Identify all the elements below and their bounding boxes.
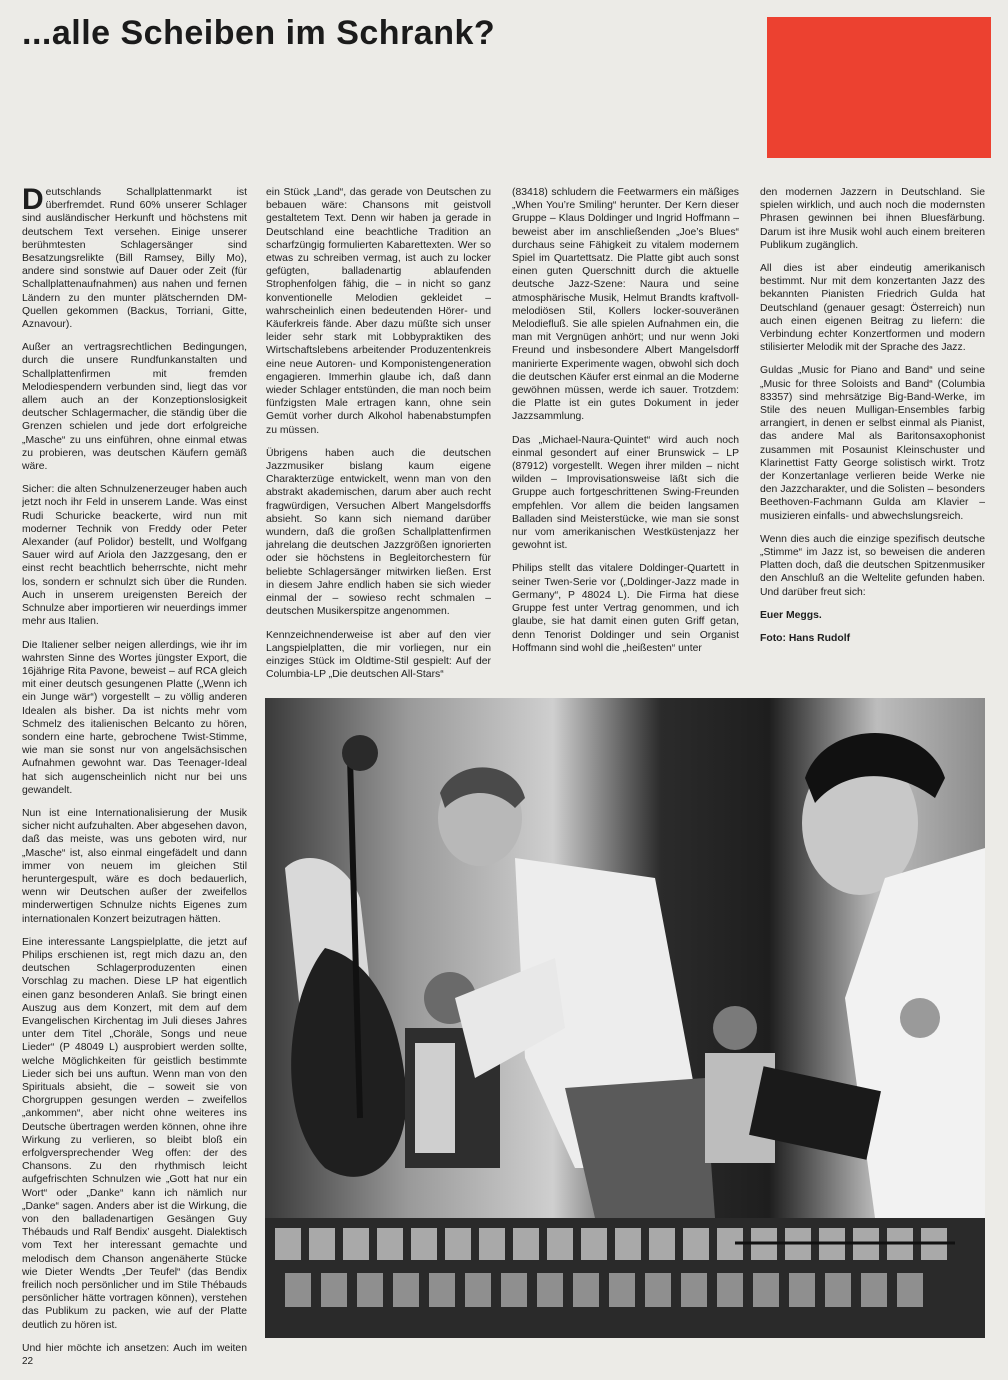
text-column-3 <box>512 186 739 686</box>
paragraph: (83418) schludern die Feetwarmers ein mäßiges „When You’re Smiling“ herunter. Der Kern dieser Gruppe – Klaus Doldinger und Ingrid Hoffmann – beweist aber im anschließenden „Joe’s Blues“ durchaus seine Fähigkeit zu vitalem modernem Spiel im Quartettsatz. Die Platte gibt auch sonst einen guten Querschnitt durch die aktuelle deutsche Jazz-Szene: Naura und seine atmosphärische Musik, Helmut Brandts kraftvoll-melodiösen Stil, Kollers locker-souveränen Melodiefluß. Sie alle spielen Aufnahmen ein, die man mit Vergnügen anhört; und nur wenn Joki Freund und insbesondere Albert Mangelsdorff manirierte Experimente wagen, obwohl sich doch die deutschen Käufer erst einmal an die Moderne gewöhnen müssen, werde ich sauer. Trotzdem: die Platte ist ein gutes Dokument in jeder Jazzsammlung. <box>512 187 739 423</box>
red-color-block <box>767 17 991 158</box>
paragraph: Und hier möchte ich ansetzen: Auch im weiten <box>22 1342 247 1354</box>
paragraph: Nun ist eine Internationalisierung der Musik sicher nicht aufzuhalten. Aber abgesehen davon, daß das meiste, was uns geboten wird, nur „Masche“ ist, also einmal eingefädelt und dann immer von neuem im gleichen Stil heruntergespult, wäre es doch bedauerlich, wenn wir Deutschen außer der zweifellos minderwertigen Schnulze nichts Eigenes zum internationalen Konzert beizutragen hätten. <box>22 807 247 925</box>
paragraph-text: eutschlands Schallplattenmarkt ist überfremdet. Rund 60% unserer Schlager sind ausländischer Herkunft und höchstens mit deutschem Text versehen. Einige unserer berühmtesten Schlagersänger sind Besatzungsrelikte (Bill Ramsey, Billy Mo), andere sind sonstwie auf Dauer oder Zeit (für Schallplattenaufnahmen) aus nahen und fernen Ländern zu den munter plätschernden DM-Quellen gekommen (Backus, Torriani, Gitte, Aznavour). <box>22 187 247 331</box>
text-column-2 <box>266 186 491 686</box>
photo-credit: Foto: Hans Rudolf <box>760 633 851 645</box>
text-column-4 <box>760 186 985 686</box>
paragraph: ein Stück „Land“, das gerade von Deutschen zu bebauen wäre: Chansons mit geistvoll gestaltetem Text. Denn wir haben ja gerade in Deutschland eine beachtliche Tradition an scharfzüngig formulierten Kabarettexten. Wer so etwas zu schreiben vermag, ist auch zu locker gefügten, balladenartig ablaufenden Strophenfolgen fähig, die – in nicht so ganz konventionelle Melodien gekleidet – wahrscheinlich einen bedeutenden Hörer- und Käuferkreis fände. Aber dazu müßte sich unser leider sehr stark mit Lobbypraktiken des Wirtschaftslebens arbeitender Produzentenkreis eine neue Autoren- und Komponistengeneration engagieren. Immerhin glaube ich, daß dann wieder Schlager entstünden, die man noch beim fünfzigsten Male ertragen kann, ohne sein Gemüt vorher durch Alkohol habenabstumpfen zu müssen. <box>266 187 491 436</box>
paragraph: All dies ist aber eindeutig amerikanisch bestimmt. Nur mit dem konzertanten Jazz des bekannten Pianisten Friedrich Gulda hat Deutschland (genauer gesagt: Österreich) nun auch einen eigenen Beitrag zu liefern: die Verbindung echter Konzertformen und modern stilisierter Melodik mit der Sprache des Jazz. <box>760 263 985 354</box>
paragraph: Wenn dies auch die einzige spezifisch deutsche „Stimme“ im Jazz ist, so beweisen die anderen Platten doch, daß die deutschen Spitzenmusiker den Anschluß an die Weltelite gefunden haben. Und darüber freut sich: <box>760 533 985 598</box>
paragraph <box>22 186 247 331</box>
band-photo-illustration <box>265 698 985 1338</box>
paragraph: den modernen Jazzern in Deutschland. Sie spielen wirklich, und auch noch die modernsten Phrasen gewinnen bei ihnen Bluesfärbung. Darum ist ihre Musik wohl auch einem breiteren Publikum zugänglich. <box>760 187 985 251</box>
paragraph: Guldas „Music for Piano and Band“ und seine „Music for three Soloists and Band“ (Columbia 83357) sind mehrsätzige Big-Band-Werke, im Stile des neuen Mulligan-Ensembles farbig arrangiert, in denen er selbst einmal als Pianist, das andere Mal als Baritonsaxophonist zusammen mit Posaunist Kleinschuster und Klarinettist Fatty George solistisch wirkt. Trotz der Konzertanlage verlieren beide Werke nie den Jazzcharakter, und die Solisten – besonders Beethoven-Fachmann Gulda am Klavier – musizieren einfalls- und abwechslungsreich. <box>760 365 985 522</box>
paragraph: Außer an vertragsrechtlichen Bedingungen, durch die unsere Rundfunkanstalten und Schallplattenfirmen mit fremden Melodiespendern verbunden sind, liegt das vor allem auch an der Konzeptionslosigkeit deutscher Schlagermacher, die ständig über die Grenzen schielen und jede dort erfolgreiche „Masche“ zu uns einführen, ohne einmal etwas zu probieren, was deutschen Käufern gemäß wäre. <box>22 342 247 473</box>
band-photo <box>265 698 985 1338</box>
paragraph: Philips stellt das vitalere Doldinger-Quartett in seiner Twen-Serie vor („Doldinger-Jazz made in Germany“, P 48024 L). Die Firma hat diese Gruppe fest unter Vertrag genommen, und ich glaube, sie hat damit einen guten Griff getan, denn Tenorist Doldinger und sein Organist Hoffmann sind wohl die „heißesten“ unter <box>512 563 739 654</box>
drop-cap: D <box>22 186 44 216</box>
paragraph: Sicher: die alten Schnulzenerzeuger haben auch jetzt noch ihr Feld in unserem Lande. Was einst Rudi Schuricke beackerte, wird nun mit moderner Technik von Freddy oder Peter Alexander (auf Polidor) bestellt, und Wolfgang Sauer wird auf Ariola den Jazzgesang, den er einst recht beachtlich beherrschte, nicht mehr los, sondern er schnulzt sich über die Runden. Auch in unserem ureigensten Bereich der Schnulze aber importieren wir neuerdings immer mehr aus Italien. <box>22 484 247 628</box>
text-column-1 <box>22 186 247 1356</box>
paragraph: Das „Michael-Naura-Quintet“ wird auch noch einmal gesondert auf einer Brunswick – LP (87912) vorgestellt. Wegen ihrer milden – nicht wilden – Improvisationsweise läßt sich die Gruppe auch fortgeschrittenen Swing-Freunden empfehlen. Vor allem die beiden langsamen Balladen sind Meisterstücke, wie man sie sonst nur vom amerikanischen Westküstenjazz her gewohnt ist. <box>512 434 739 552</box>
paragraph: Eine interessante Langspielplatte, die jetzt auf Philips erschienen ist, regt mich dazu an, den deutschen Schlagerproduzenten einen Vorschlag zu machen. Diese LP hat eigentlich einen ganz besonderen Anlaß. Sie bringt einen Auszug aus dem Konzert, mit dem auf dem Evangelischen Kirchentag im Juli dieses Jahres unter dem Titel „Choräle, Songs und neue Lieder“ (P 48049 L) ausprobiert werden sollte, welche Möglichkeiten für geistlich bestimmte Lieder sich bei uns auftun. Wenn man von den Spirituals absieht, die – soweit sie von Chorgruppen gesungen werden – zweifellos „ankommen“, aber nicht ohne weiteres ins Deutsche übertragen werden können, ohne ihre Wirkung zu verlieren, so bleibt bloß ein erfolgversprechender Weg offen: der des Chansons. Zu den rhythmisch leicht aufgefrischten Schnulzen wie „Gott hat nur ein Wort“ oder „Danke“ kann ich nämlich nur „Danke“ sagen. Anders aber ist die Wirkung, die von den balladenartigen Gesängen Guy Thébauds und Ralf Bendix’ ausgeht. Dialektisch vom Text her interessant gemachte und melodisch dem Chanson angenäherte Stücke wie Dieter Wendts „Der Teufel“ (das Bendix freilich noch persönlicher und im Stile Thébauds persönlicher hätte vortragen können), verstehen das Publikum zu packen, wie auf der Platte deutlich zu hören ist. <box>22 936 247 1331</box>
paragraph: Übrigens haben auch die deutschen Jazzmusiker bislang kaum eigene Charakterzüge entwickelt, wenn man von den abstrakt akademischen, darum aber auch recht fragwürdigen, Versuchen Albert Mangelsdorffs absieht. So kann sich niemand darüber wundern, daß die großen Schallplattenfirmen jahrelang die deutschen Jazzgrößen ignorierten oder sie höchstens in Begleitorchestern für beliebte Schlagersänger mitwirken ließen. Erst in diesem Jahre endlich haben sie sich wieder einmal der – sowieso recht schmalen – deutschen Musikerspitze angenommen. <box>266 447 491 618</box>
article-title: ...alle Scheiben im Schrank? <box>22 14 496 52</box>
paragraph: Die Italiener selber neigen allerdings, wie ihr im wahrsten Sinne des Wortes jüngster Export, die 16jährige Rita Pavone, beweist – auf RCA gleich mit einer deutsch gesungenen Platte („Wenn ich ein Junge wär“) vorgestellt – zu völlig anderen Idealen als bisher. Da ist nichts mehr vom Schmelz des italienischen Belcanto zu hören, sondern eine harte, gebrochene Twist-Stimme, wie man sie sonst nur von angelsächsischen Aufnahmen gewohnt war. Das Teenager-Ideal hat sich augenscheinlich nicht nur bei uns gewandelt. <box>22 639 247 796</box>
author-signature: Euer Meggs. <box>760 609 822 621</box>
page-number: 22 <box>22 1356 34 1367</box>
paragraph: Kennzeichnenderweise ist aber auf den vier Langspielplatten, die mir vorliegen, nur ein einziges Stück im Oldtime-Stil gespielt: Auf der Columbia-LP „Die deutschen All-Stars“ <box>266 629 491 681</box>
